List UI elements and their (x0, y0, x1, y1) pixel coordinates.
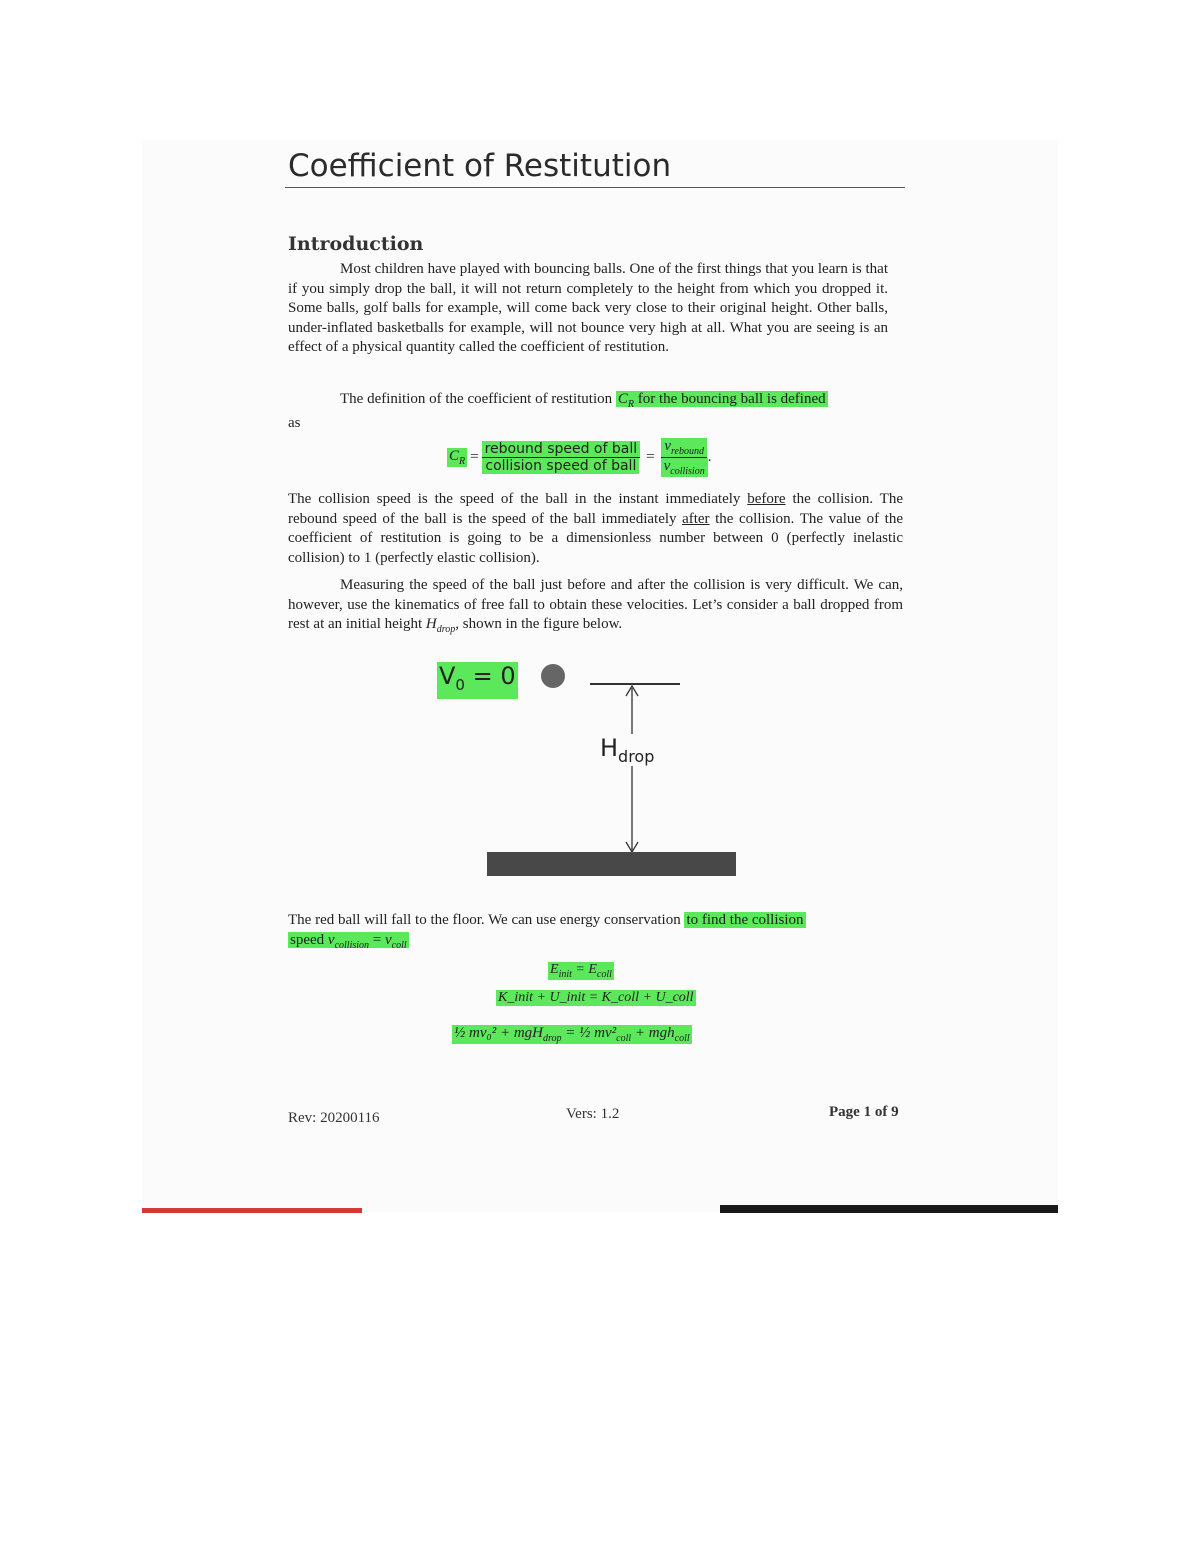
p5-v1: v (327, 931, 335, 948)
e1-b-sub: coll (596, 968, 612, 980)
energy-equation-1: $E_{init} = E_{coll}$ (550, 962, 612, 980)
cr-symbol: C (617, 391, 628, 407)
p3-text-a: The collision speed is the speed of the ball in the instant immediately (288, 491, 748, 507)
eq-num-sub: rebound (671, 446, 704, 457)
h-drop-label (598, 734, 656, 766)
e1-a: E (550, 962, 559, 977)
collision-paragraph (288, 490, 903, 568)
eq-equals-2: = (646, 449, 655, 465)
p3-before: before (747, 491, 786, 507)
page-edge-shadow-dark (720, 1205, 1058, 1213)
h-drop-h: H (600, 734, 619, 762)
e1-b: E (588, 962, 597, 977)
height-arrow (620, 684, 644, 856)
p5-text-b: to find the collision (686, 912, 804, 928)
definition-lead: The definition of the coefficient of restitution (340, 391, 616, 407)
definition-as: as (288, 415, 301, 431)
eq-den-v: v (663, 458, 671, 474)
page-title: Coefficient of Restitution (288, 148, 672, 184)
e3-right-tail: + mgh (631, 1025, 675, 1041)
eq-numerator-words: rebound speed of ball (482, 441, 641, 458)
eq-den-sub: collision (670, 466, 705, 477)
eq-denominator-words: collision speed of ball (482, 458, 639, 474)
eq-lhs-sub: R (459, 456, 466, 467)
cr-subscript: R (627, 399, 635, 410)
eq-num-v: v (664, 438, 671, 454)
definition-intro (288, 390, 908, 415)
e3-left: ½ mv₀² + mgH (454, 1025, 543, 1041)
e3-right: ½ mv² (579, 1025, 617, 1041)
eq-lhs: C (449, 448, 460, 464)
floor (487, 852, 736, 876)
v0-sub: 0 (455, 675, 465, 694)
section-heading: Introduction (288, 233, 424, 255)
p5-text-a: The red ball will fall to the floor. We can use energy conservation (288, 912, 685, 928)
e3-left-sub: drop (543, 1033, 562, 1044)
e3-right-tail-sub: coll (674, 1033, 690, 1044)
footer-version: Vers: 1.2 (566, 1106, 620, 1122)
cr-definition-equation (447, 438, 711, 477)
measuring-paragraph (288, 576, 903, 640)
p5-eq: = (369, 931, 385, 948)
v0-label (437, 662, 518, 699)
intro-paragraph: Most children have played with bouncing balls. One of the first things that you learn is that if you simply drop the ball, it will not return completely to the height from which you dropped it. Some balls, golf balls for example, will come back very close to their original height. Other balls, under-inflated basketballs for example, will not bounce very high at all. What you are seeing is an effect of a physical quantity called the coefficient of restitution. (288, 261, 888, 355)
p4-text-b: , shown in the figure below. (455, 616, 623, 632)
p4-text-a: Measuring the speed of the ball just before and after the collision is very difficult. We can, however, use the kinematics of free fall to obtain these velocities. Let’s consider a ball dropped from rest at an initial height (288, 577, 903, 632)
eq-period: . (707, 449, 712, 465)
e1-a-sub: init (558, 968, 572, 980)
title-rule (285, 187, 905, 188)
p3-after: after (682, 510, 710, 527)
p5-text-c: speed (290, 931, 328, 948)
eq-equals-1: = (470, 449, 479, 465)
footer-page-number: Page 1 of 9 (829, 1104, 899, 1120)
h-drop-sub: drop (618, 746, 655, 766)
p4-h-sub: drop (436, 624, 456, 635)
footer-revision: Rev: 20200116 (288, 1110, 380, 1126)
v0-v: V (439, 662, 456, 690)
p5-v2: v (385, 931, 392, 948)
p3-text-c: the collision. The value of the coefficient of restitution is going to be a dimensionless number between 0 (perfectly inelastic collision) to 1 (perfectly elastic collision). (288, 510, 903, 566)
ball (541, 664, 565, 688)
energy-paragraph (288, 911, 908, 955)
p5-v2-sub: coll (391, 939, 407, 951)
energy-equation-3: ½ mv₀² + mgH$_{drop}$ = ½ $mv^2_{coll} + mgh_{coll}$ (454, 1025, 690, 1044)
page-edge-shadow (142, 1208, 362, 1213)
energy-equation-2: K_init + U_init = K_coll + U_coll (498, 990, 694, 1005)
p5-v1-sub: collision (334, 939, 370, 951)
v0-rest: = 0 (464, 662, 516, 690)
e3-right-sub: coll (616, 1033, 632, 1044)
definition-tail: for the bouncing ball is defined (634, 391, 826, 407)
p4-h: H (425, 616, 437, 632)
p3-text-b: the collision. The rebound speed of the ball is the speed of the ball immediately (288, 491, 903, 527)
